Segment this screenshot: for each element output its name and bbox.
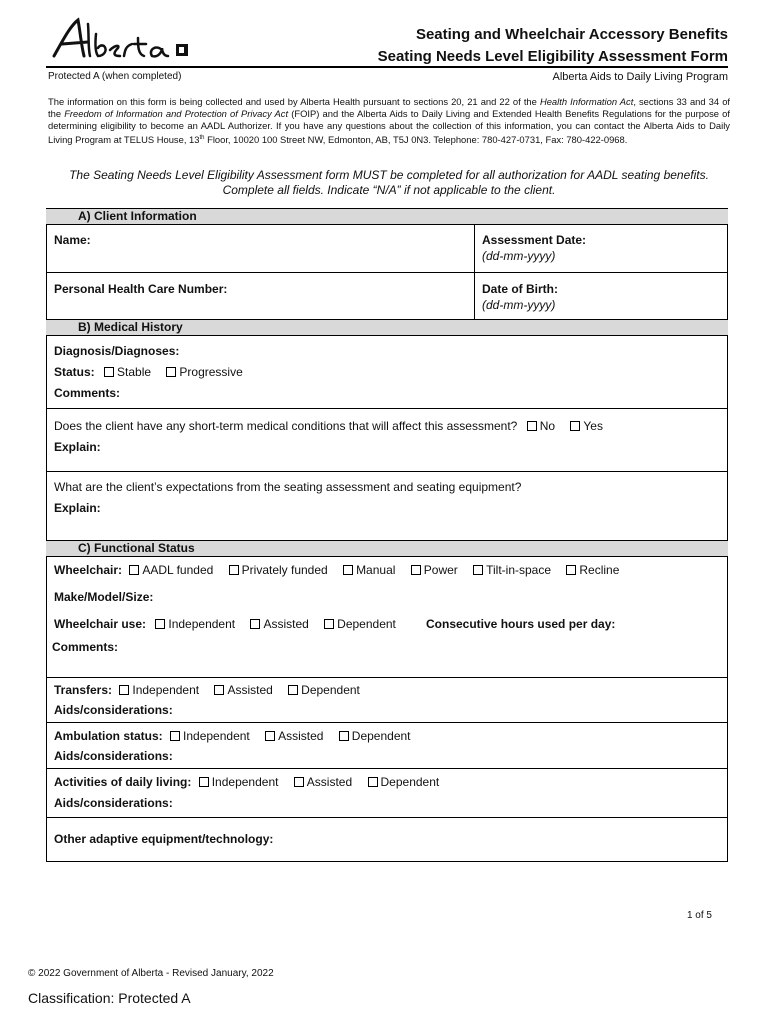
row-divider [46,272,728,273]
assisted-checkbox[interactable] [250,619,260,629]
section-c-heading: C) Functional Status [46,540,728,557]
expectations-question: What are the client’s expectations from the seating assessment and seating equipment? [54,480,522,494]
program-name: Alberta Aids to Daily Living Program [552,71,728,83]
independent-checkbox[interactable] [119,685,129,695]
tilt-in-space-checkbox[interactable] [473,565,483,575]
copyright: © 2022 Government of Alberta - Revised January, 2022 [28,968,274,979]
row-divider [46,817,728,818]
name-label: Name: [54,233,91,247]
page-number: 1 of 5 [686,910,712,921]
alberta-logo-wordmark [48,16,218,62]
assisted-checkbox[interactable] [294,777,304,787]
make-model-label: Make/Model/Size: [54,590,154,604]
consecutive-hours-label: Consecutive hours used per day: [426,617,616,631]
row-divider [46,768,728,769]
dob-format: (dd-mm-yyyy) [482,298,556,312]
privately-funded-checkbox[interactable] [229,565,239,575]
section-a-heading: A) Client Information [46,208,728,225]
status-row: Status: Stable Progressive [54,365,243,379]
row-divider [46,408,728,409]
aids-label: Aids/considerations: [54,796,173,810]
instructions: The Seating Needs Level Eligibility Assessment form MUST be completed for all authorization for AADL seating benefits. Complete all fields. Indicate “N/A” if not applicable to the client. [69,168,709,197]
classification: Classification: Protected A [28,990,191,1006]
aadl-funded-checkbox[interactable] [129,565,139,575]
wheelchair-row: Wheelchair: AADL funded Privately funded Manual Power Tilt-in-space Recline [54,563,620,577]
diagnosis-label: Diagnosis/Diagnoses: [54,344,180,358]
assessment-date-label: Assessment Date: [482,233,587,247]
dependent-checkbox[interactable] [339,731,349,741]
manual-checkbox[interactable] [343,565,353,575]
assisted-checkbox[interactable] [214,685,224,695]
stable-checkbox[interactable] [104,367,114,377]
row-divider [46,722,728,723]
explain-label: Explain: [54,440,101,454]
yes-checkbox[interactable] [570,421,580,431]
ambulation-row: Ambulation status: Independent Assisted Dependent [54,729,411,743]
independent-checkbox[interactable] [155,619,165,629]
form-table [46,208,728,862]
comments-label: Comments: [54,386,121,400]
phn-label: Personal Health Care Number: [54,282,228,296]
dependent-checkbox[interactable] [368,777,378,787]
row-divider [46,677,728,678]
transfers-row: Transfers: Independent Assisted Dependent [54,683,360,697]
comments-label: Comments: [52,640,119,654]
adl-row: Activities of daily living: Independent Assisted Dependent [54,775,440,789]
independent-checkbox[interactable] [199,777,209,787]
short-term-question: Does the client have any short-term medical conditions that will affect this assessment? No Yes [54,419,603,433]
power-checkbox[interactable] [411,565,421,575]
dob-label: Date of Birth: [482,282,558,296]
assisted-checkbox[interactable] [265,731,275,741]
collection-notice: The information on this form is being collected and used by Alberta Health pursuant to sections 20, 21 and 22 of the Health Information Act, sections 33 and 34 of the Freedom of Information and Protection of Privacy Act (FOIP) and the Alberta Aids to Daily Living and Extended Health Benefits Regulations for the purpose of determining eligibility to become an AADL Authorizer. If you have any questions about the collection of this information, you can contact the Alberta Aids to Daily Living Program at TELUS House, 13th Floor, 10020 100 Street NW, Edmonton, AB, T5J 0N3. Telephone: 780-427-0731, Fax: 780-422-0968. [48,96,731,146]
form-title-line1: Seating and Wheelchair Accessory Benefits [415,26,728,43]
independent-checkbox[interactable] [170,731,180,741]
row-divider [46,471,728,472]
alberta-logo [48,16,218,62]
explain-label: Explain: [54,501,101,515]
recline-checkbox[interactable] [566,565,576,575]
progressive-checkbox[interactable] [166,367,176,377]
wheelchair-use-row: Wheelchair use: Independent Assisted Dependent [54,617,396,631]
assessment-date-format: (dd-mm-yyyy) [482,249,556,263]
section-b-heading: B) Medical History [46,319,728,336]
other-equipment-label: Other adaptive equipment/technology: [54,832,274,846]
protected-note: Protected A (when completed) [48,71,182,82]
aids-label: Aids/considerations: [54,749,173,763]
no-checkbox[interactable] [527,421,537,431]
dependent-checkbox[interactable] [324,619,334,629]
dependent-checkbox[interactable] [288,685,298,695]
header-divider [46,66,728,68]
form-title-line2: Seating Needs Level Eligibility Assessment Form [377,48,728,65]
aids-label: Aids/considerations: [54,703,173,717]
